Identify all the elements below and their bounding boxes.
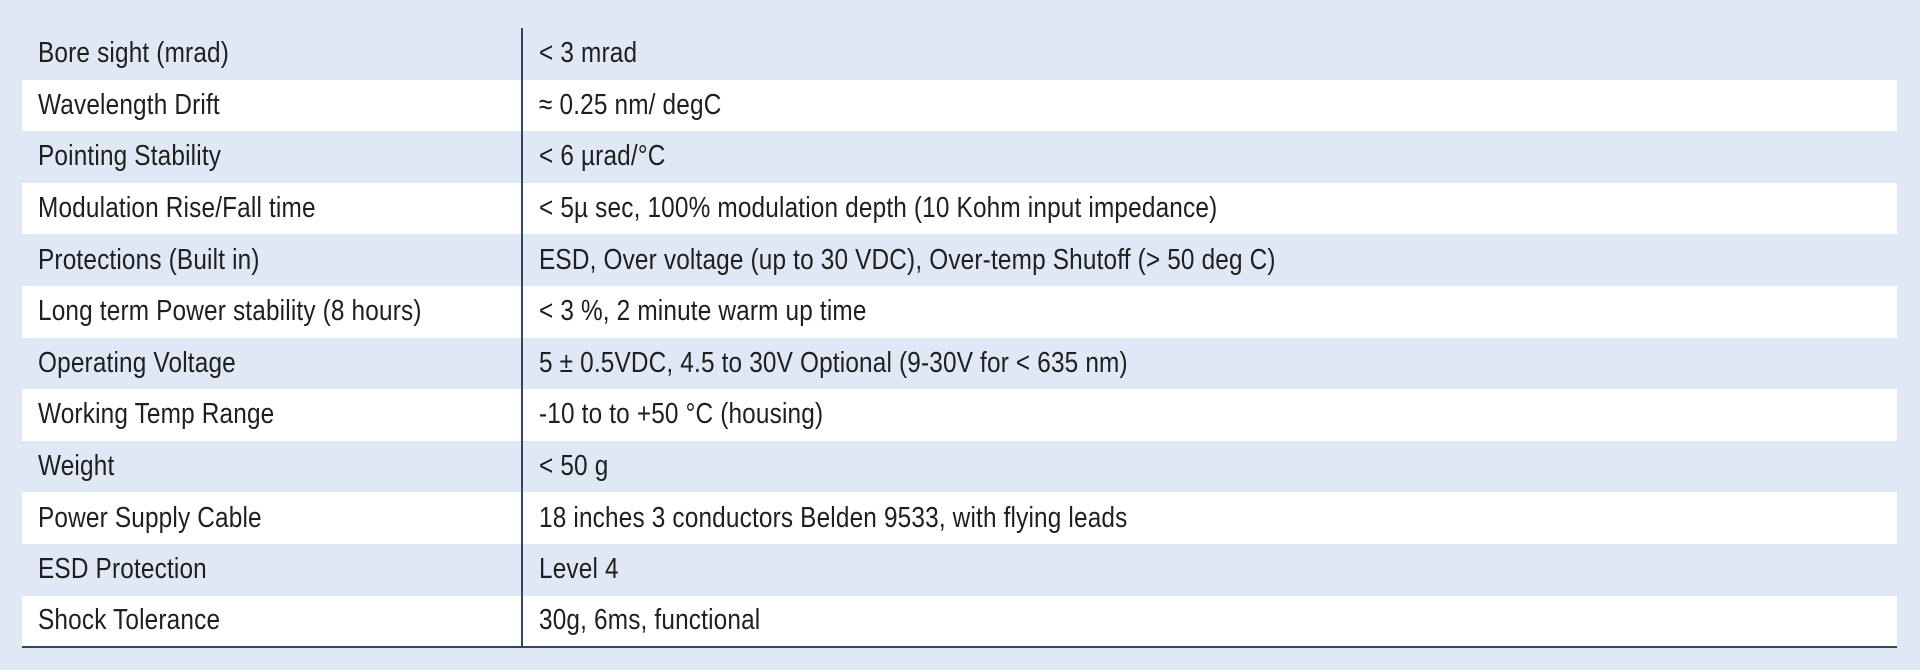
spec-label: ESD Protection bbox=[22, 544, 522, 596]
spec-table-body bbox=[22, 28, 1897, 647]
table-row bbox=[22, 286, 1897, 338]
spec-label: Working Temp Range bbox=[22, 389, 522, 441]
spec-label: Bore sight (mrad) bbox=[22, 28, 522, 80]
spec-label: Modulation Rise/Fall time bbox=[22, 183, 522, 235]
spec-value: < 6 µrad/°C bbox=[522, 131, 1897, 183]
spec-table bbox=[22, 28, 1897, 648]
table-row bbox=[22, 596, 1897, 648]
spec-value: ESD, Over voltage (up to 30 VDC), Over-temp Shutoff (> 50 deg C) bbox=[522, 234, 1897, 286]
table-row bbox=[22, 234, 1897, 286]
spec-value: -10 to to +50 °C (housing) bbox=[522, 389, 1897, 441]
table-row bbox=[22, 80, 1897, 132]
spec-value: Level 4 bbox=[522, 544, 1897, 596]
table-row bbox=[22, 492, 1897, 544]
table-row bbox=[22, 441, 1897, 493]
spec-value: < 50 g bbox=[522, 441, 1897, 493]
spec-label: Power Supply Cable bbox=[22, 492, 522, 544]
spec-label: Wavelength Drift bbox=[22, 80, 522, 132]
spec-value: 5 ± 0.5VDC, 4.5 to 30V Optional (9-30V for < 635 nm) bbox=[522, 338, 1897, 390]
table-row bbox=[22, 544, 1897, 596]
spec-value: 30g, 6ms, functional bbox=[522, 596, 1897, 648]
spec-label: Weight bbox=[22, 441, 522, 493]
spec-value: < 5µ sec, 100% modulation depth (10 Kohm input impedance) bbox=[522, 183, 1897, 235]
spec-label: Operating Voltage bbox=[22, 338, 522, 390]
table-row bbox=[22, 338, 1897, 390]
spec-value: < 3 %, 2 minute warm up time bbox=[522, 286, 1897, 338]
table-row bbox=[22, 183, 1897, 235]
spec-label: Long term Power stability (8 hours) bbox=[22, 286, 522, 338]
spec-value: < 3 mrad bbox=[522, 28, 1897, 80]
spec-label: Pointing Stability bbox=[22, 131, 522, 183]
spec-label: Shock Tolerance bbox=[22, 596, 522, 648]
table-row bbox=[22, 28, 1897, 80]
spec-label: Protections (Built in) bbox=[22, 234, 522, 286]
table-row bbox=[22, 389, 1897, 441]
spec-value: 18 inches 3 conductors Belden 9533, with flying leads bbox=[522, 492, 1897, 544]
table-row bbox=[22, 131, 1897, 183]
spec-value: ≈ 0.25 nm/ degC bbox=[522, 80, 1897, 132]
